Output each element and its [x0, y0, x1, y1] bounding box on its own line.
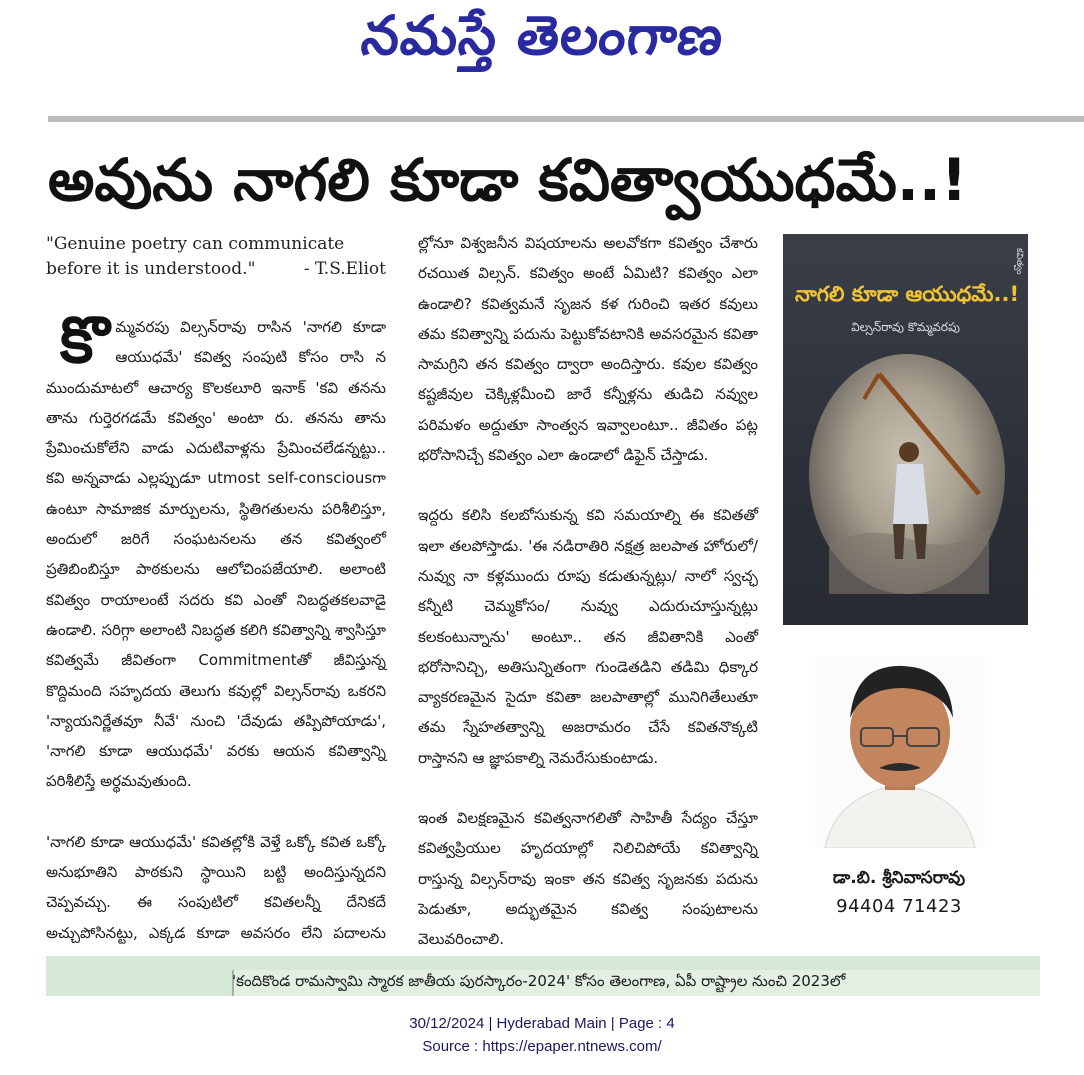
next-article-strip	[46, 956, 1040, 996]
epigraph-line2-text: before it is understood."	[46, 259, 256, 279]
masthead-logo-text: నమస్తే తెలంగాణ	[358, 4, 727, 67]
epigraph-line1: "Genuine poetry can communicate	[46, 234, 345, 254]
author-byline: డా.బి. శ్రీనివాసరావు	[832, 868, 966, 888]
masthead-logo	[0, 0, 1084, 80]
epigraph-line2	[46, 257, 386, 282]
column1-paragraph-1: మ్మవరపు విల్సన్‌రావు రాసిన 'నాగలి కూడా ఆయుధమే' కవిత్వ సంపుటి కోసం రాసి న ముందుమాటలో ఆచార్య కొలకలూరి ఇనాక్ 'కవి తనను తాను గుర్తెరగడమే కవిత్వం' అంటా రు. తనను తాను ప్రేమించుకోలేని వాడు ఎదుటివాళ్లను ప్రేమించలేడన్నట్టు.. కవి అన్నవాడు ఎల్లప్పుడూ utmost self-consciousగా ఉంటూ సామాజిక మార్పులను, స్థితిగతులను పరిశీలిస్తూ, అందులో జరిగే సంఘటనలను తన కవిత్వంలో ప్రతిబింబిస్తూ పాఠకులను ఆలోచింపజేయాలి. అలాంటి కవిత్వం రాయాలంటే సదరు కవి ఎంతో నిబద్ధతకలవాడై ఉండాలి. సరిగ్గా అలాంటి నిబద్ధత కలిగి కవిత్వాన్ని శ్వాసిస్తూ కవిత్వమే జీవితంగా Commitmentతో జీవిస్తున్న కొద్దిమంది సహృదయ తెలుగు కవుల్లో విల్సన్‌రావు ఒకరని 'న్యాయనిర్ణేతవూ నీవే' నుంచి 'దేవుడు తప్పిపోయాడు', 'నాగలి కూడా ఆయుధమే' వరకు ఆయన కవిత్వాన్ని పరిశీలిస్తే అర్థమవుతుంది.	[46, 318, 386, 791]
column2-paragraph-3: ఇంత విలక్షణమైన కవిత్వనాగలితో సాహితీ సేద్యం చేస్తూ కవిత్వప్రియుల హృదయాల్లో నిలిచిపోయే కవిత్వాన్ని రాస్తున్న విల్సన్‌రావు ఇంకా తన కవిత్వ సృజనకు పదును పెడుతూ, అద్భుతమైన కవిత్వ సంపుటాలను వెలువరించాలి.	[418, 809, 758, 949]
epigraph-attribution: - T.S.Eliot	[303, 259, 386, 279]
book-cover-spine-text: కవిత్వం	[1014, 248, 1024, 275]
page-footer	[0, 1012, 1084, 1058]
column2-paragraph-2: ఇద్దరు కలిసి కలబోసుకున్న కవి సమయాల్ని ఈ కవితతో ఇలా తలపోస్తాడు. 'ఈ నడిరాతిరి నక్షత్ర జలపాత హోరులో/ నువ్వు నా కళ్లముందు రూపు కడుతున్నట్లు/ నాలో స్వచ్ఛ కన్నీటి చెమ్మకోసం/ నువ్వు ఎదురుచూస్తున్నట్లు కలకంటున్నాను' అంటూ.. తన జీవితానికి ఎంతో భరోసానిచ్చి, అతిసున్నితంగా గుండెతడిని తడిమి ధిక్కార వ్యాకరణమైన సైదూ కవితా జలపాతాల్లో మునిగితేలుతూ తమ స్నేహతత్వాన్ని అజరామరం చేసే కవితనొక్కటి రాస్తానని ఆ జ్ఞాపకాల్ని నెమరేసుకుంటాడు.	[418, 506, 758, 767]
header-rule	[48, 116, 1084, 122]
footer-source-link[interactable]: Source : https://epaper.ntnews.com/	[422, 1038, 662, 1055]
farmer-plough-illustration	[809, 354, 1005, 594]
article-column-2	[418, 228, 758, 955]
article-headline: అవును నాగలి కూడా కవిత్వాయుధమే..!	[48, 146, 968, 214]
book-cover-title: నాగలి కూడా ఆయుధమే..!	[794, 282, 1020, 306]
author-photo	[815, 656, 985, 848]
book-cover-author: విల్సన్‌రావు కొమ్మవరపు	[851, 320, 960, 334]
drop-cap: కొ	[60, 304, 110, 378]
book-cover-image	[783, 234, 1028, 625]
footer-edition-info: 30/12/2024 | Hyderabad Main | Page : 4	[409, 1015, 675, 1032]
column1-paragraph-2: 'నాగలి కూడా ఆయుధమే' కవితల్లోకి వెళ్తే ఒక్కో కవిత ఒక్కో అనుభూతిని పాఠకుని స్థాయిని బట్టి అందిస్తున్నదని చెప్పవచ్చు. ఈ సంపుటిలో కవితలన్నీ దేనికదే అచ్చుపోసినట్టు, ఎక్కడ కూడా అవసరం లేని పదాలను	[46, 832, 386, 942]
article-column-1	[46, 304, 386, 978]
author-phone: 94404 71423	[836, 896, 962, 917]
next-article-text: 'కందికొండ రామస్వామి స్మారక జాతీయ పురస్కారం-2024' కోసం తెలంగాణ, ఏపీ రాష్ట్రాల నుంచి 2023లో	[232, 972, 846, 990]
epigraph	[46, 232, 386, 282]
column2-paragraph-1: ల్లోనూ విశ్వజనీన విషయాలను అలవోకగా కవిత్వం చేశారు రచయిత విల్సన్. కవిత్వం అంటే ఏమిటి? కవిత్వం ఎలా ఉండాలి? కవిత్వమనే సృజన కళ గురించి ఇతర కవులు తమ కవిత్వాన్ని పదును పెట్టుకోవటానికి అవసరమైన కవితా సామగ్రిని తన కవిత్వం ద్వారా అందిస్తారు. కవుల కవిత్వం కష్టజీవుల చెక్కిళ్లమీంచి జారే కన్నీళ్లను తుడిచి నవ్వుల పరిమళం అద్దుతూ సాంత్వన ఇవ్వాలంటూ.. జీవితం పట్ల భరోసానిచ్చే కవిత్వం ఎలా ఉండాలో డిఫైన్ చేస్తాడు.	[418, 234, 758, 465]
